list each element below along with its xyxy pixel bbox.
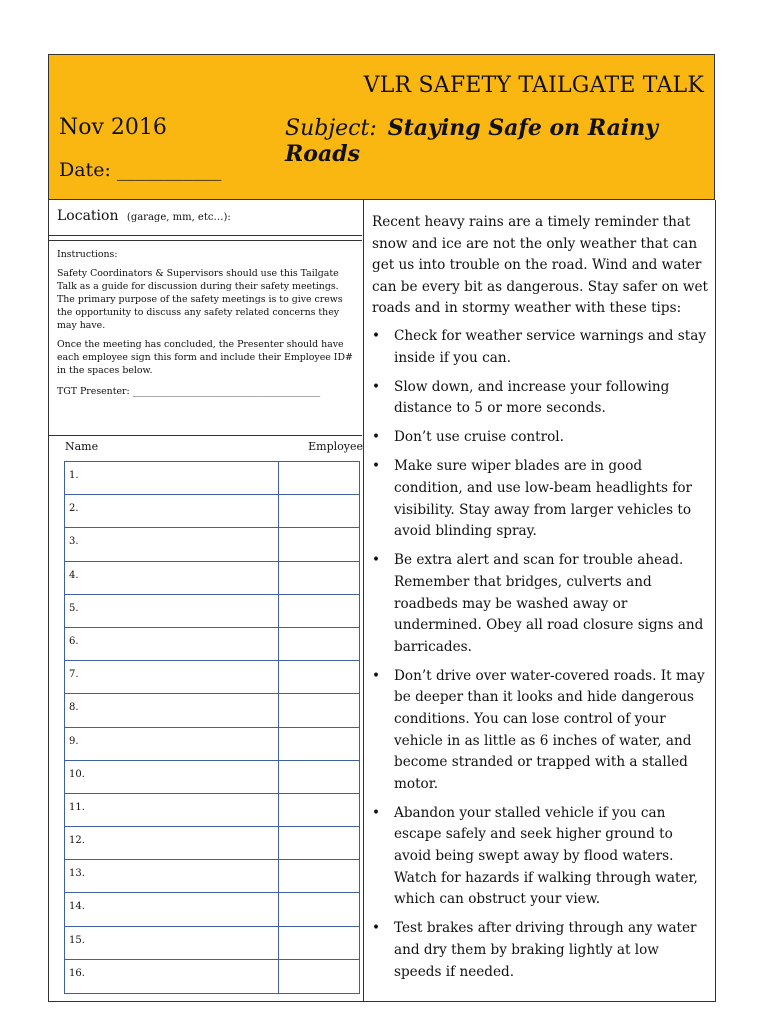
tip-text: Make sure wiper blades are in good condition, and use low-beam headlights for visibility. Stay away from larger vehicles to avoid blinding spray. bbox=[394, 458, 693, 540]
signin-table bbox=[64, 461, 360, 994]
signin-name-cell[interactable]: 3. bbox=[65, 528, 279, 561]
tip-item bbox=[372, 427, 710, 449]
bullet-icon: • bbox=[372, 804, 381, 821]
tip-text: Slow down, and increase your following distance to 5 or more seconds. bbox=[394, 378, 670, 417]
bullet-icon: • bbox=[372, 552, 381, 569]
signin-name-cell[interactable]: 1. bbox=[65, 462, 279, 495]
signin-name-cell[interactable]: 14. bbox=[65, 893, 279, 926]
bullet-icon: • bbox=[372, 458, 381, 475]
signin-name-cell[interactable]: 6. bbox=[65, 628, 279, 661]
bullet-icon: • bbox=[372, 429, 381, 446]
signin-employee-cell[interactable] bbox=[279, 794, 359, 827]
tip-item bbox=[372, 456, 710, 542]
subject-line bbox=[285, 115, 714, 167]
signin-name-cell[interactable]: 7. bbox=[65, 661, 279, 694]
tip-text: Be extra alert and scan for trouble ahead. Remember that bridges, culverts and roadbeds may be washed away or undermined. Obey all road closure signs and barricades. bbox=[394, 552, 704, 655]
bullet-icon: • bbox=[372, 378, 381, 395]
instructions-box bbox=[49, 240, 362, 436]
signin-employee-cell[interactable] bbox=[279, 628, 359, 661]
signin-employee-cell[interactable] bbox=[279, 860, 359, 893]
signin-employee-cell[interactable] bbox=[279, 562, 359, 595]
tip-text: Test brakes after driving through any water and dry them by braking lightly at low speeds if needed. bbox=[394, 920, 697, 980]
tip-item bbox=[372, 550, 710, 658]
signin-employee-cell[interactable] bbox=[279, 728, 359, 761]
tip-text: Don’t drive over water-covered roads. It may be deeper than it looks and hide dangerous conditions. You can lose control of your vehicle in as little as 6 inches of water, and become stranded or trapped with a stalled motor. bbox=[394, 667, 705, 792]
signin-employee-cell[interactable] bbox=[279, 661, 359, 694]
article-intro: Recent heavy rains are a timely reminder that snow and ice are not the only weather that can get us into trouble on the road. Wind and water can be every bit as dangerous. Stay safer on wet roads and in stormy weather with these tips: bbox=[372, 214, 708, 317]
tip-text: Don’t use cruise control. bbox=[394, 429, 564, 446]
subject-label: Subject: bbox=[285, 116, 377, 141]
signin-employee-cell[interactable] bbox=[279, 927, 359, 960]
header-banner bbox=[48, 54, 715, 200]
location-hint: (garage, mm, etc…): bbox=[126, 212, 231, 223]
bullet-icon: • bbox=[372, 667, 381, 684]
presenter-field[interactable]: TGT Presenter: ________________________________________ bbox=[57, 386, 321, 397]
signin-employee-cell[interactable] bbox=[279, 960, 359, 993]
signin-name-cell[interactable]: 13. bbox=[65, 860, 279, 893]
signin-name-cell[interactable]: 10. bbox=[65, 761, 279, 794]
subject-text: Staying Safe on Rainy Roads bbox=[285, 115, 659, 167]
employee-column-header: Employee bbox=[308, 440, 363, 453]
tips-list bbox=[372, 326, 710, 983]
right-column bbox=[363, 200, 716, 1002]
instructions-heading: Instructions: bbox=[57, 249, 118, 260]
signin-name-cell[interactable]: 8. bbox=[65, 694, 279, 727]
signin-employee-cell[interactable] bbox=[279, 462, 359, 495]
tip-text: Abandon your stalled vehicle if you can escape safely and seek higher ground to avoid being swept away by flood waters. Watch for hazards if walking through water, which can obstruct your view. bbox=[394, 804, 698, 908]
signin-name-cell[interactable]: 16. bbox=[65, 960, 279, 993]
document-title: VLR SAFETY TAILGATE TALK bbox=[363, 73, 704, 98]
bullet-icon: • bbox=[372, 327, 381, 344]
signin-name-cell[interactable]: 5. bbox=[65, 595, 279, 628]
signin-name-cell[interactable]: 15. bbox=[65, 927, 279, 960]
signin-employee-cell[interactable] bbox=[279, 827, 359, 860]
tip-item bbox=[372, 803, 710, 911]
location-label: Location bbox=[57, 208, 119, 224]
signin-name-cell[interactable]: 12. bbox=[65, 827, 279, 860]
article bbox=[372, 212, 710, 991]
signin-name-cell[interactable]: 4. bbox=[65, 562, 279, 595]
date-field[interactable]: Date: ___________ bbox=[59, 159, 222, 181]
signin-employee-cell[interactable] bbox=[279, 761, 359, 794]
instructions-para-2: Once the meeting has concluded, the Presenter should have each employee sign this form and include their Employee ID# in the spaces below. bbox=[57, 339, 353, 376]
tip-text: Check for weather service warnings and stay inside if you can. bbox=[394, 327, 706, 366]
signin-employee-cell[interactable] bbox=[279, 528, 359, 561]
signin-name-cell[interactable]: 9. bbox=[65, 728, 279, 761]
tip-item bbox=[372, 377, 710, 420]
signin-name-cell[interactable]: 2. bbox=[65, 495, 279, 528]
tip-item bbox=[372, 918, 710, 983]
signin-employee-cell[interactable] bbox=[279, 595, 359, 628]
tip-item bbox=[372, 666, 710, 796]
bullet-icon: • bbox=[372, 920, 381, 937]
signin-name-cell[interactable]: 11. bbox=[65, 794, 279, 827]
name-column-header: Name bbox=[65, 440, 99, 453]
issue-month: Nov 2016 bbox=[59, 115, 167, 140]
instructions-para-1: Safety Coordinators & Supervisors should use this Tailgate Talk as a guide for discussion during their safety meetings. The primary purpose of the safety meetings is to give crews the opportunity to discuss any safety related concerns they may have. bbox=[57, 268, 343, 331]
signin-employee-cell[interactable] bbox=[279, 893, 359, 926]
tip-item bbox=[372, 326, 710, 369]
signin-employee-cell[interactable] bbox=[279, 495, 359, 528]
location-field[interactable] bbox=[49, 200, 362, 236]
signin-employee-cell[interactable] bbox=[279, 694, 359, 727]
